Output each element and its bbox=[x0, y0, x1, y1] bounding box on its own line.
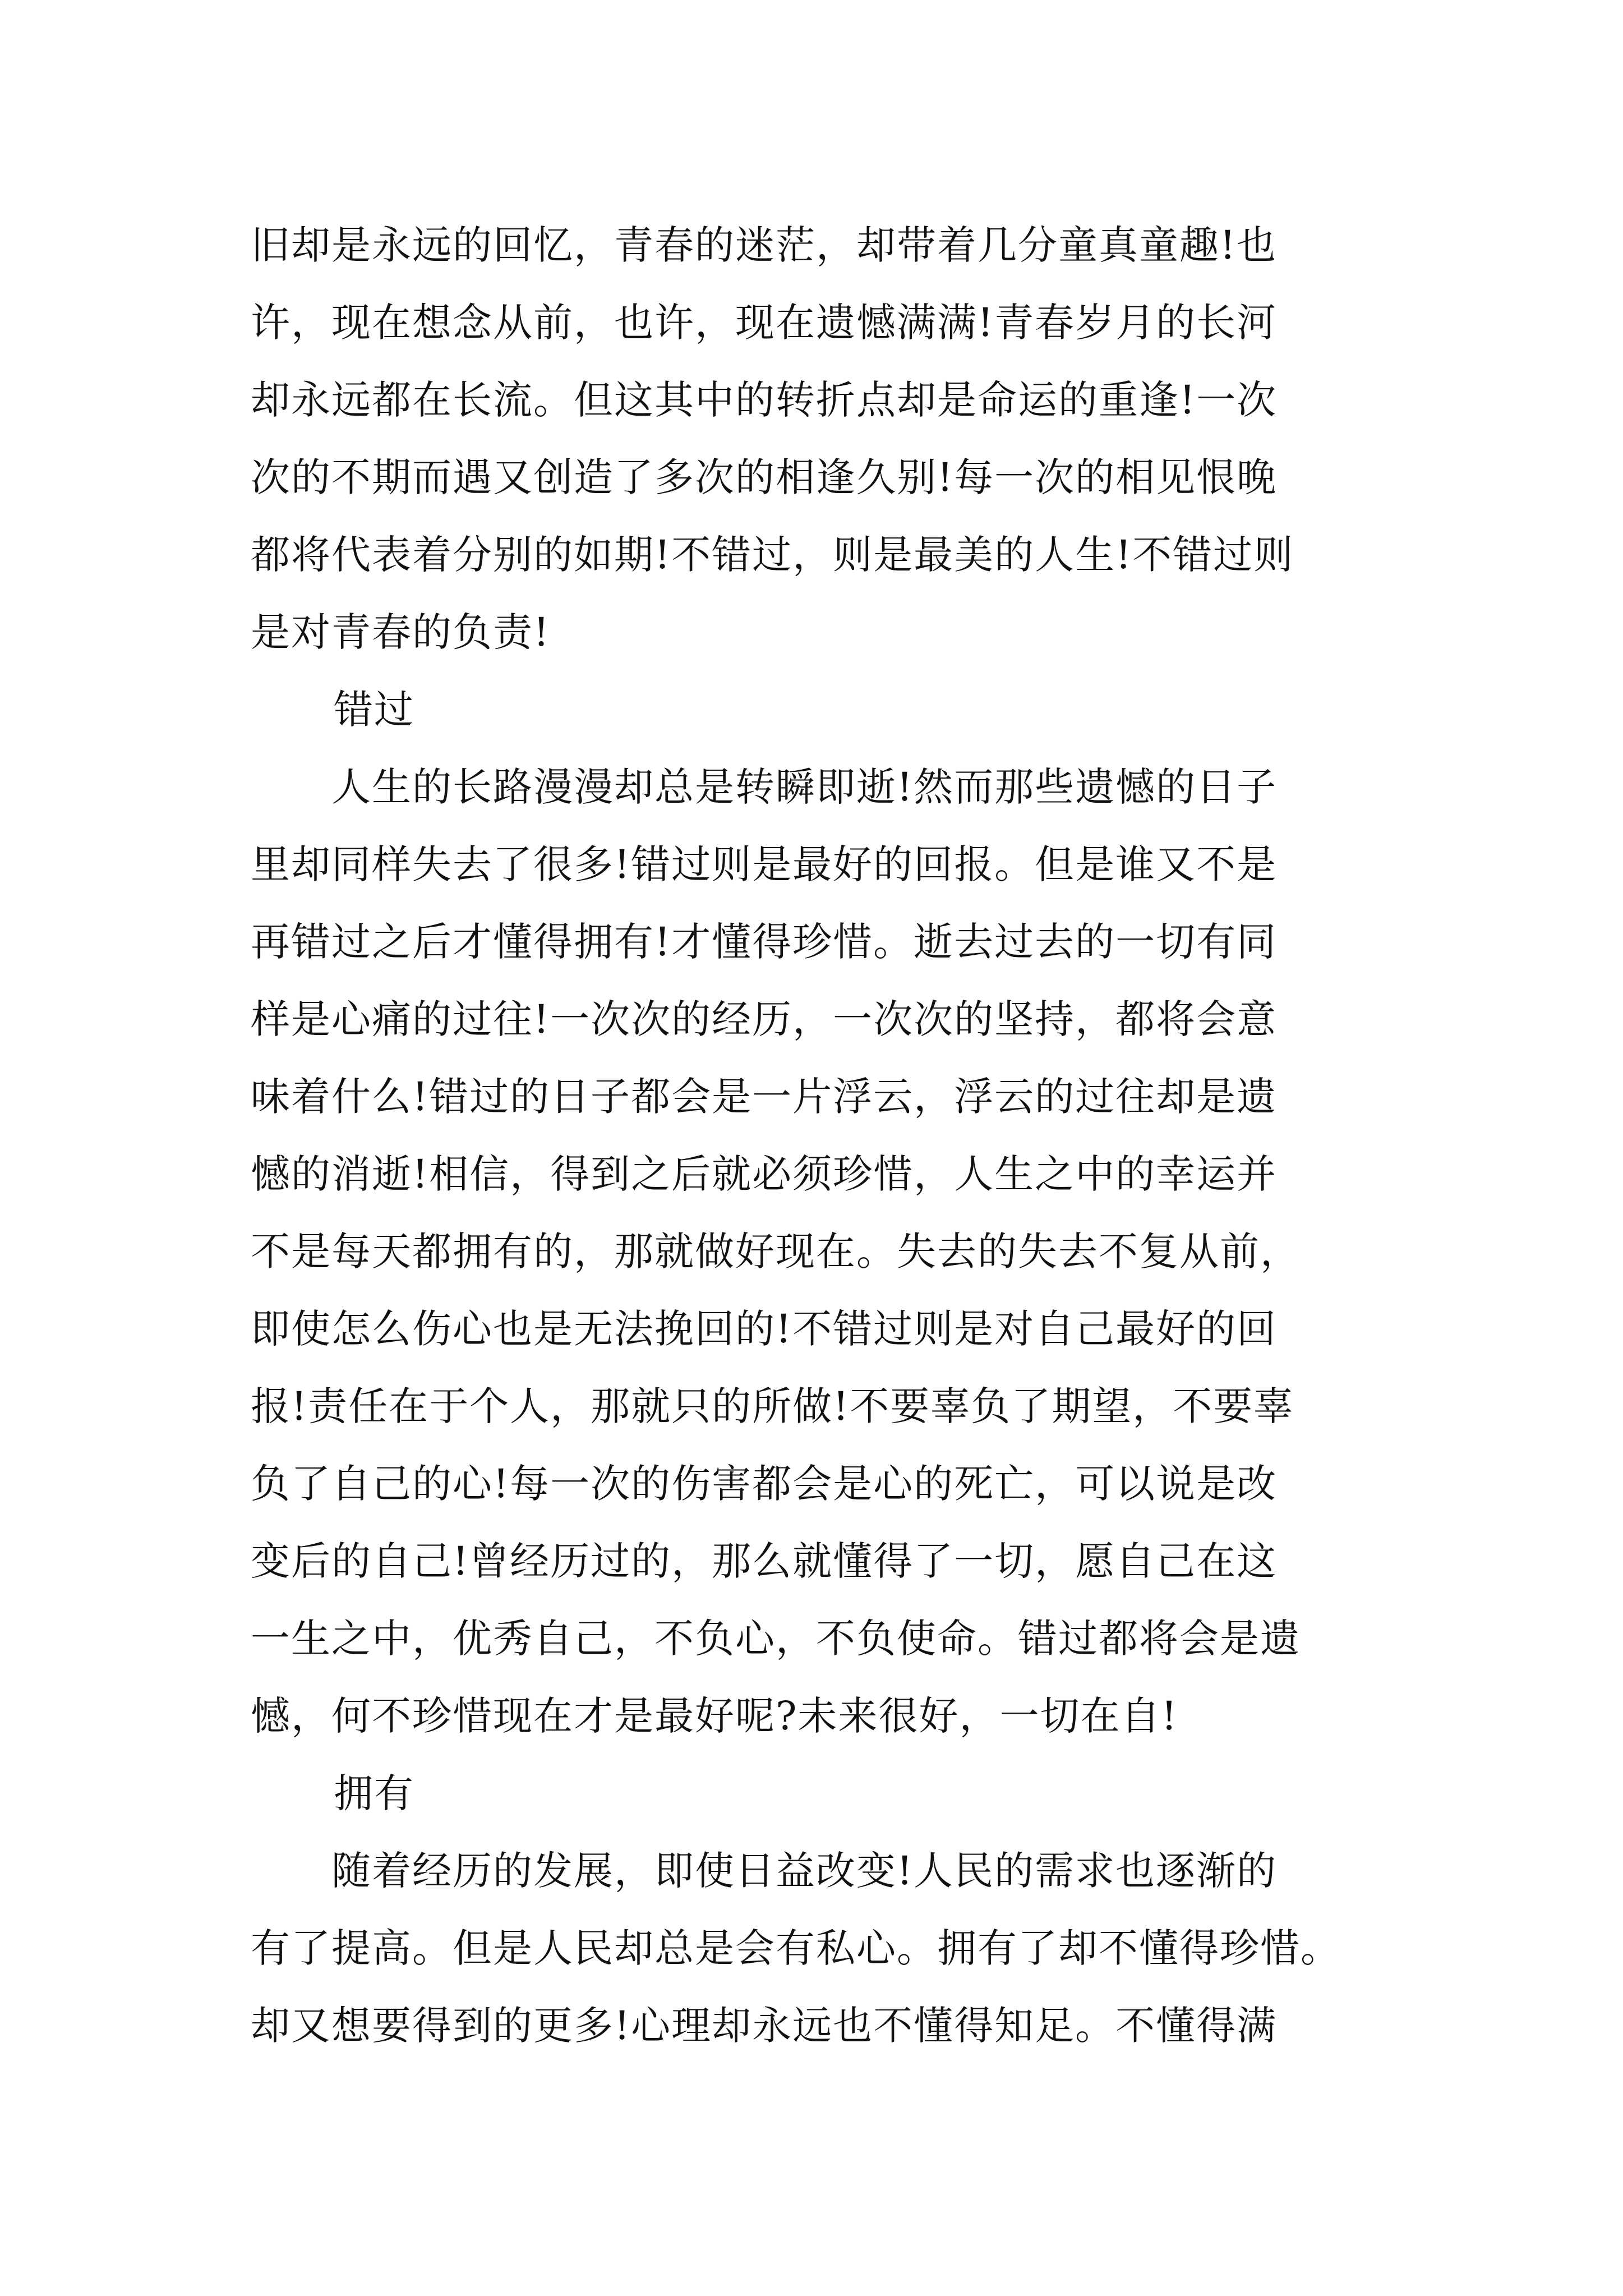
section-heading: 拥有 bbox=[334, 1770, 414, 1816]
text-line: 即使怎么伤心也是无法挽回的!不错过则是对自己最好的回 bbox=[251, 1306, 1278, 1352]
text-line: 却永远都在长流。但这其中的转折点却是命运的重逢!一次 bbox=[251, 377, 1278, 423]
text-line: 是对青春的负责! bbox=[251, 609, 551, 655]
text-line: 变后的自己!曾经历过的，那么就懂得了一切，愿自己在这 bbox=[251, 1538, 1278, 1584]
paragraph bbox=[251, 748, 1389, 1755]
section-heading: 错过 bbox=[334, 687, 414, 733]
paragraph bbox=[251, 206, 1389, 671]
text-line: 再错过之后才懂得拥有!才懂得珍惜。逝去过去的一切有同 bbox=[251, 919, 1278, 965]
text-line: 人生的长路漫漫却总是转瞬即逝!然而那些遗憾的日子 bbox=[251, 764, 1278, 810]
text-line: 负了自己的心!每一次的伤害都会是心的死亡，可以说是改 bbox=[251, 1461, 1278, 1507]
text-line: 味着什么!错过的日子都会是一片浮云，浮云的过往却是遗 bbox=[251, 1074, 1278, 1120]
text-line: 许，现在想念从前，也许，现在遗憾满满!青春岁月的长河 bbox=[251, 300, 1278, 346]
text-line: 次的不期而遇又创造了多次的相逢久别!每一次的相见恨晚 bbox=[251, 454, 1278, 500]
text-line: 样是心痛的过往!一次次的经历，一次次的坚持，都将会意 bbox=[251, 996, 1278, 1042]
text-line: 旧却是永远的回忆，青春的迷茫，却带着几分童真童趣!也 bbox=[251, 222, 1278, 268]
text-line: 里却同样失去了很多!错过则是最好的回报。但是谁又不是 bbox=[251, 841, 1278, 887]
text-line: 不是每天都拥有的，那就做好现在。失去的失去不复从前， bbox=[251, 1228, 1301, 1274]
document-body bbox=[251, 206, 1389, 2064]
text-line: 报!责任在于个人，那就只的所做!不要辜负了期望，不要辜 bbox=[251, 1383, 1294, 1429]
paragraph bbox=[251, 1832, 1389, 2064]
text-line: 有了提高。但是人民却总是会有私心。拥有了却不懂得珍惜。 bbox=[251, 1925, 1341, 1971]
text-line: 随着经历的发展，即使日益改变!人民的需求也逐渐的 bbox=[251, 1848, 1278, 1894]
text-line: 都将代表着分别的如期!不错过，则是最美的人生!不错过则 bbox=[251, 532, 1294, 578]
text-line: 一生之中，优秀自己，不负心，不负使命。错过都将会是遗 bbox=[251, 1616, 1301, 1662]
text-line: 憾，何不珍惜现在才是最好呢?未来很好，一切在自! bbox=[251, 1693, 1178, 1739]
text-line: 却又想要得到的更多!心理却永远也不懂得知足。不懂得满 bbox=[251, 2003, 1278, 2049]
text-line: 憾的消逝!相信，得到之后就必须珍惜，人生之中的幸运并 bbox=[251, 1151, 1278, 1197]
